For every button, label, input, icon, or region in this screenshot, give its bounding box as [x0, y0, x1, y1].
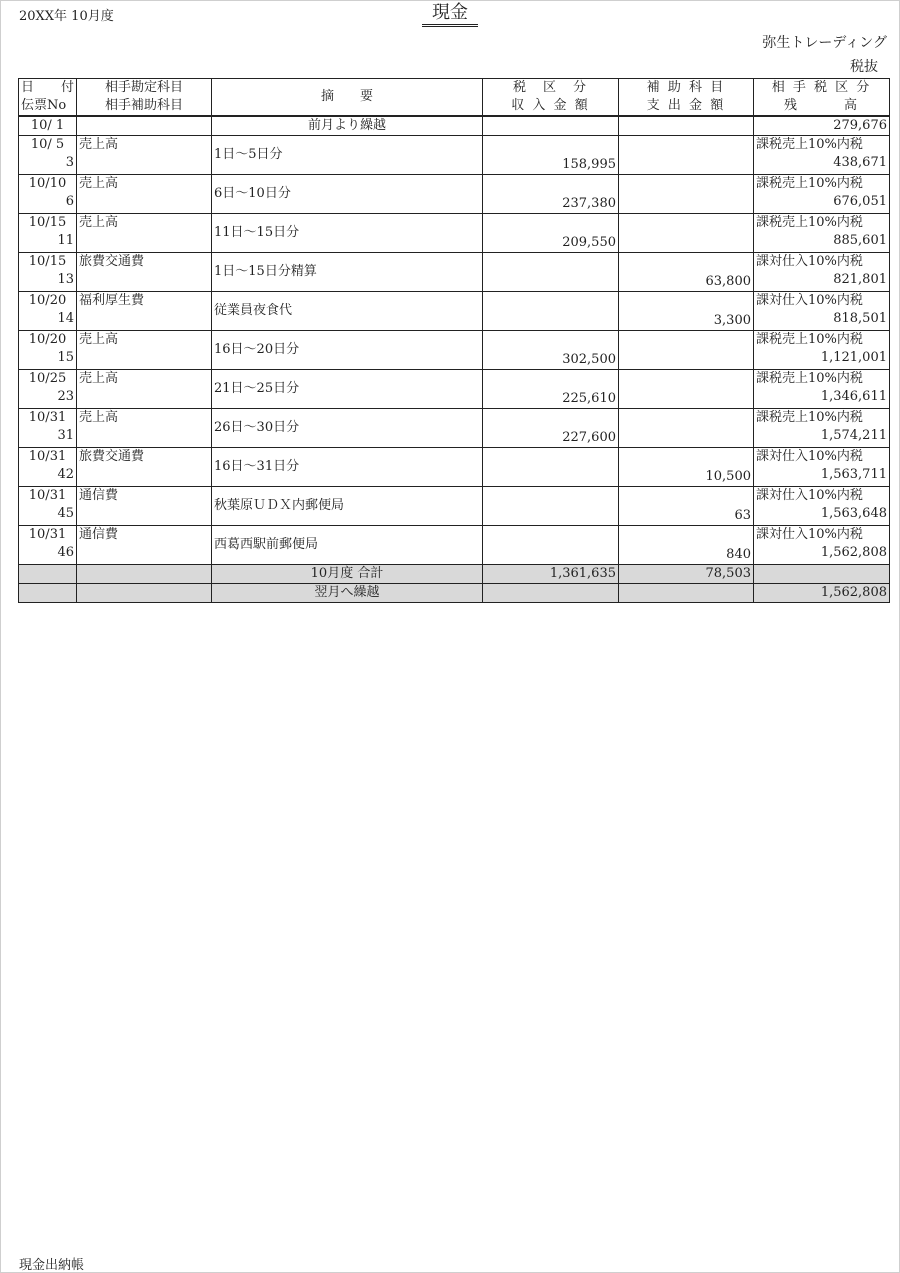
total-row	[19, 565, 890, 584]
row-tax-balance-cell	[754, 136, 890, 175]
row-tax-category: 課税売上10%内税	[756, 410, 863, 425]
row-tax-balance-cell	[754, 526, 890, 565]
row-receipt: 158,995	[562, 157, 616, 172]
page-title	[0, 2, 900, 27]
row-account-cell	[77, 136, 212, 175]
row-date: 10/31	[28, 488, 67, 503]
row-date-voucher	[19, 487, 77, 526]
row-payment-cell	[619, 214, 754, 253]
total-label: 10月度 合計	[212, 565, 483, 584]
row-date-voucher	[19, 370, 77, 409]
row-date-voucher	[19, 331, 77, 370]
row-voucher-no: 3	[65, 155, 74, 170]
row-receipt-cell	[483, 175, 619, 214]
header-receipt: 税 区 分 収 入 金 額	[483, 79, 619, 117]
row-account-cell	[77, 370, 212, 409]
row-payment-cell	[619, 448, 754, 487]
row-summary: 11日～15日分	[214, 225, 300, 240]
row-summary: 21日～25日分	[214, 381, 300, 396]
row-account: 旅費交通費	[79, 449, 145, 464]
row-tax-balance-cell	[754, 175, 890, 214]
header-row	[19, 79, 890, 117]
header-date-voucher: 日 付 伝票No	[19, 79, 77, 117]
row-receipt: 227,600	[562, 430, 616, 445]
row-date: 10/10	[28, 176, 67, 191]
row-summary-cell	[212, 331, 483, 370]
table-row	[19, 526, 890, 565]
row-summary: 26日～30日分	[214, 420, 300, 435]
row-date: 10/31	[28, 527, 67, 542]
row-tax-balance-cell	[754, 487, 890, 526]
row-receipt-cell	[483, 526, 619, 565]
row-voucher-no: 11	[57, 233, 74, 248]
header-payment: 補 助 科 目 支 出 金 額	[619, 79, 754, 117]
row-date-voucher	[19, 409, 77, 448]
row-tax-balance-cell	[754, 409, 890, 448]
row-account: 売上高	[79, 176, 119, 191]
total-receipt: 1,361,635	[483, 565, 619, 584]
carry-in-date: 10/ 1	[19, 116, 77, 136]
row-payment-cell	[619, 370, 754, 409]
row-tax-balance-cell	[754, 292, 890, 331]
row-summary: 16日～31日分	[214, 459, 300, 474]
row-tax-category: 課税売上10%内税	[756, 332, 863, 347]
row-tax-balance-cell	[754, 370, 890, 409]
row-voucher-no: 45	[57, 506, 74, 521]
row-receipt-cell	[483, 253, 619, 292]
row-tax-category: 課対仕入10%内税	[756, 449, 863, 464]
row-account: 売上高	[79, 371, 119, 386]
row-account-cell	[77, 214, 212, 253]
row-summary-cell	[212, 526, 483, 565]
row-balance: 438,671	[833, 155, 887, 170]
row-account: 売上高	[79, 332, 119, 347]
row-receipt-cell	[483, 214, 619, 253]
row-receipt-cell	[483, 331, 619, 370]
row-tax-balance-cell	[754, 448, 890, 487]
row-summary-cell	[212, 409, 483, 448]
row-balance: 818,501	[833, 311, 887, 326]
row-account-cell	[77, 487, 212, 526]
row-summary-cell	[212, 487, 483, 526]
row-receipt-cell	[483, 292, 619, 331]
row-summary-cell	[212, 253, 483, 292]
row-date-voucher	[19, 448, 77, 487]
carry-out-label: 翌月へ繰越	[212, 584, 483, 603]
row-account-cell	[77, 448, 212, 487]
table-row	[19, 409, 890, 448]
row-tax-category: 課税売上10%内税	[756, 176, 863, 191]
row-account: 売上高	[79, 137, 119, 152]
row-voucher-no: 46	[57, 545, 74, 560]
row-tax-balance-cell	[754, 253, 890, 292]
row-payment: 3,300	[713, 313, 751, 328]
table-row	[19, 253, 890, 292]
carry-in-summary: 前月より繰越	[212, 116, 483, 136]
table-row	[19, 136, 890, 175]
row-account: 売上高	[79, 410, 119, 425]
table-row	[19, 175, 890, 214]
row-account-cell	[77, 253, 212, 292]
row-payment: 840	[726, 547, 751, 562]
row-summary-cell	[212, 370, 483, 409]
title-text: 現金	[422, 2, 478, 27]
header-summary: 摘 要	[212, 79, 483, 117]
row-receipt: 225,610	[562, 391, 616, 406]
table-row	[19, 370, 890, 409]
row-tax-category: 課対仕入10%内税	[756, 527, 863, 542]
row-payment: 63,800	[705, 274, 751, 289]
row-receipt-cell	[483, 448, 619, 487]
row-payment-cell	[619, 175, 754, 214]
row-payment-cell	[619, 487, 754, 526]
row-voucher-no: 13	[57, 272, 74, 287]
row-tax-balance-cell	[754, 331, 890, 370]
row-date-voucher	[19, 175, 77, 214]
cash-ledger-table	[18, 78, 890, 603]
row-account: 売上高	[79, 215, 119, 230]
row-receipt-cell	[483, 487, 619, 526]
table-row	[19, 331, 890, 370]
row-account: 旅費交通費	[79, 254, 145, 269]
row-date: 10/25	[28, 371, 67, 386]
row-date: 10/15	[28, 254, 67, 269]
row-payment-cell	[619, 331, 754, 370]
row-tax-category: 課対仕入10%内税	[756, 293, 863, 308]
row-date-voucher	[19, 214, 77, 253]
table-row	[19, 448, 890, 487]
row-date: 10/20	[28, 293, 67, 308]
row-tax-category: 課対仕入10%内税	[756, 488, 863, 503]
row-date: 10/31	[28, 410, 67, 425]
header-account: 相手勘定科目 相手補助科目	[77, 79, 212, 117]
row-date: 10/ 5	[30, 137, 65, 152]
row-date: 10/31	[28, 449, 67, 464]
row-summary-cell	[212, 175, 483, 214]
row-summary-cell	[212, 136, 483, 175]
row-summary: 1日～15日分精算	[214, 264, 317, 279]
carry-in-row	[19, 116, 890, 136]
row-tax-category: 課対仕入10%内税	[756, 254, 863, 269]
header-balance: 相 手 税 区 分 残 高	[754, 79, 890, 117]
carry-out-row	[19, 584, 890, 603]
row-summary-cell	[212, 292, 483, 331]
row-account: 通信費	[79, 527, 119, 542]
row-date-voucher	[19, 526, 77, 565]
row-date: 10/15	[28, 215, 67, 230]
report-period: 20XX年 10月度	[19, 9, 114, 24]
carry-in-balance: 279,676	[754, 116, 890, 136]
table-row	[19, 487, 890, 526]
row-date-voucher	[19, 136, 77, 175]
row-receipt: 209,550	[562, 235, 616, 250]
row-summary: 1日～5日分	[214, 147, 283, 162]
row-payment-cell	[619, 292, 754, 331]
row-account-cell	[77, 409, 212, 448]
row-payment-cell	[619, 409, 754, 448]
row-date: 10/20	[28, 332, 67, 347]
row-voucher-no: 6	[65, 194, 74, 209]
row-receipt-cell	[483, 136, 619, 175]
row-account: 福利厚生費	[79, 293, 145, 308]
row-receipt-cell	[483, 409, 619, 448]
company-name: 弥生トレーディング	[762, 35, 887, 51]
row-account-cell	[77, 526, 212, 565]
tax-mode: 税抜	[850, 59, 878, 75]
row-summary: 秋葉原ＵＤＸ内郵便局	[214, 498, 345, 513]
row-balance: 1,563,711	[820, 467, 887, 482]
row-receipt: 237,380	[562, 196, 616, 211]
row-receipt: 302,500	[562, 352, 616, 367]
row-summary: 6日～10日分	[214, 186, 291, 201]
row-voucher-no: 14	[57, 311, 74, 326]
row-tax-category: 課税売上10%内税	[756, 215, 863, 230]
table-row	[19, 214, 890, 253]
row-balance: 1,121,001	[820, 350, 887, 365]
row-date-voucher	[19, 253, 77, 292]
row-summary: 従業員夜食代	[214, 303, 293, 318]
row-tax-category: 課税売上10%内税	[756, 371, 863, 386]
row-voucher-no: 31	[57, 428, 74, 443]
row-summary: 西葛西駅前郵便局	[214, 537, 319, 552]
report-name: 現金出納帳	[19, 1258, 85, 1273]
row-balance: 1,574,211	[820, 428, 887, 443]
row-receipt-cell	[483, 370, 619, 409]
row-account-cell	[77, 331, 212, 370]
row-account: 通信費	[79, 488, 119, 503]
row-voucher-no: 42	[57, 467, 74, 482]
row-payment-cell	[619, 253, 754, 292]
row-voucher-no: 15	[57, 350, 74, 365]
row-balance: 885,601	[833, 233, 887, 248]
table-row	[19, 292, 890, 331]
row-date-voucher	[19, 292, 77, 331]
row-balance: 1,346,611	[820, 389, 887, 404]
total-payment: 78,503	[619, 565, 754, 584]
row-payment-cell	[619, 136, 754, 175]
carry-out-balance: 1,562,808	[754, 584, 890, 603]
row-balance: 1,563,648	[820, 506, 887, 521]
row-balance: 1,562,808	[820, 545, 887, 560]
row-summary: 16日～20日分	[214, 342, 300, 357]
row-voucher-no: 23	[57, 389, 74, 404]
row-balance: 821,801	[833, 272, 887, 287]
row-payment: 10,500	[705, 469, 751, 484]
row-tax-category: 課税売上10%内税	[756, 137, 863, 152]
row-payment-cell	[619, 526, 754, 565]
row-summary-cell	[212, 214, 483, 253]
row-account-cell	[77, 292, 212, 331]
row-tax-balance-cell	[754, 214, 890, 253]
row-account-cell	[77, 175, 212, 214]
row-summary-cell	[212, 448, 483, 487]
row-balance: 676,051	[833, 194, 887, 209]
row-payment: 63	[734, 508, 751, 523]
